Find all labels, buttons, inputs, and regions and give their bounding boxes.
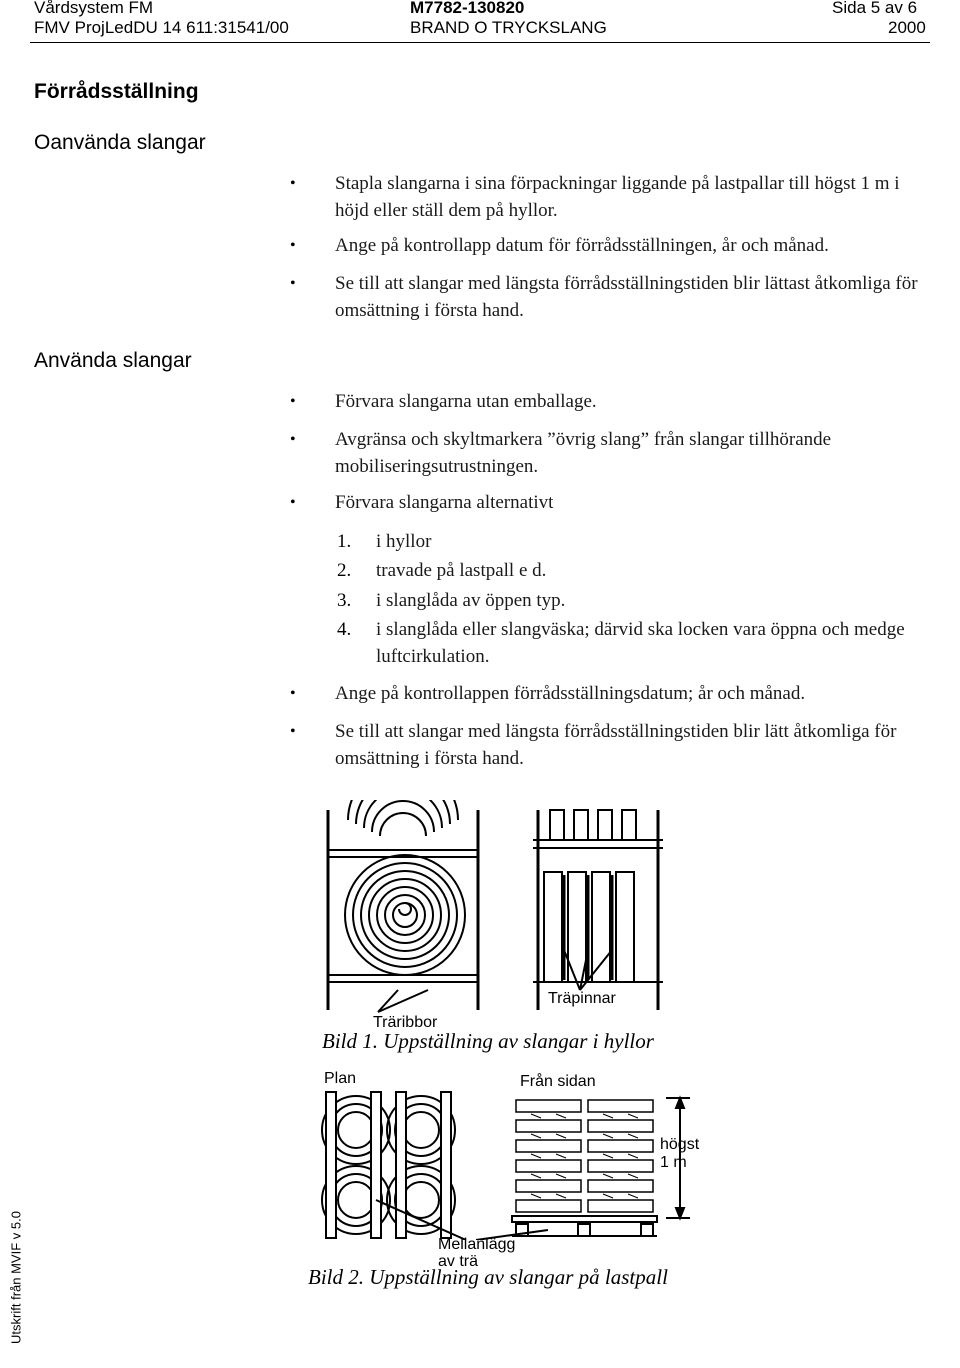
numbered-item: travade på lastpall e d. [376, 560, 547, 581]
list-item: Avgränsa och skyltmarkera ”övrig slang” från slangar tillhörande mobiliseringsutrustningen. [335, 429, 832, 477]
list-number: 4. [337, 619, 352, 640]
bullet-icon: • [290, 175, 296, 192]
list-item: Förvara slangarna alternativt [335, 492, 554, 513]
bullet-icon: • [290, 494, 296, 511]
figure1-caption: Bild 1. Uppställning av slangar i hyllor [322, 1029, 654, 1053]
list-item: Ange på kontrollappen förrådsställningsdatum; år och månad. [335, 683, 806, 704]
bullet-icon: • [290, 237, 296, 254]
list-number: 1. [337, 531, 352, 552]
pallet-illustration [316, 1090, 706, 1240]
header-doc-title: BRAND O TRYCKSLANG [410, 18, 607, 37]
bullet-icon: • [290, 431, 296, 448]
list-item: Ange på kontrollapp datum för förrådsställningen, år och månad. [335, 235, 829, 256]
shelf-illustration [318, 800, 698, 1025]
numbered-item: i slanglåda eller slangväska; därvid ska locken vara öppna och medge luftcirkulation. [376, 619, 905, 667]
bullet-icon: • [290, 275, 296, 292]
label-wooden-pins: Träpinnar [548, 990, 616, 1007]
label-side-view: Från sidan [520, 1073, 596, 1090]
figure2-caption: Bild 2. Uppställning av slangar på lastpall [308, 1265, 668, 1289]
label-spacer-1: Mellanlägg [438, 1236, 516, 1253]
list-item: Förvara slangarna utan emballage. [335, 391, 597, 412]
numbered-item: i hyllor [376, 531, 432, 552]
header-year: 2000 [888, 18, 926, 37]
heading-used-hoses: Använda slangar [34, 349, 192, 372]
list-item: Stapla slangarna i sina förpackningar liggande på lastpallar till högst 1 m i höjd eller ställ dem på hyllor. [335, 173, 900, 221]
numbered-item: i slanglåda av öppen typ. [376, 590, 566, 611]
header-divider [30, 42, 930, 43]
bullet-icon: • [290, 685, 296, 702]
list-number: 2. [337, 560, 352, 581]
header-system: Vårdsystem FM [34, 0, 154, 17]
list-item: Se till att slangar med längsta förrådsställningstiden blir lättast åtkomliga för omsättning i första hand. [335, 273, 918, 321]
heading-unused-hoses: Oanvända slangar [34, 131, 206, 154]
list-number: 3. [337, 590, 352, 611]
label-max-height-2: 1 m [660, 1154, 687, 1171]
label-spacer-2: av trä [438, 1253, 479, 1270]
label-wooden-slats: Träribbor [373, 1014, 438, 1031]
list-item: Se till att slangar med längsta förrådsställningstiden blir lätt åtkomliga för omsättning i första hand. [335, 721, 897, 769]
header-project: FMV ProjLedDU 14 611:31541/00 [34, 18, 289, 37]
header-doc-number: M7782-130820 [410, 0, 525, 17]
section-title: Förrådsställning [34, 80, 199, 103]
label-plan-view: Plan [324, 1070, 357, 1087]
label-max-height-1: högst [660, 1136, 700, 1153]
bullet-icon: • [290, 393, 296, 410]
bullet-icon: • [290, 723, 296, 740]
print-source-note: Utskrift från MVIF v 5.0 [8, 1211, 24, 1344]
header-page: Sida 5 av 6 [832, 0, 918, 17]
